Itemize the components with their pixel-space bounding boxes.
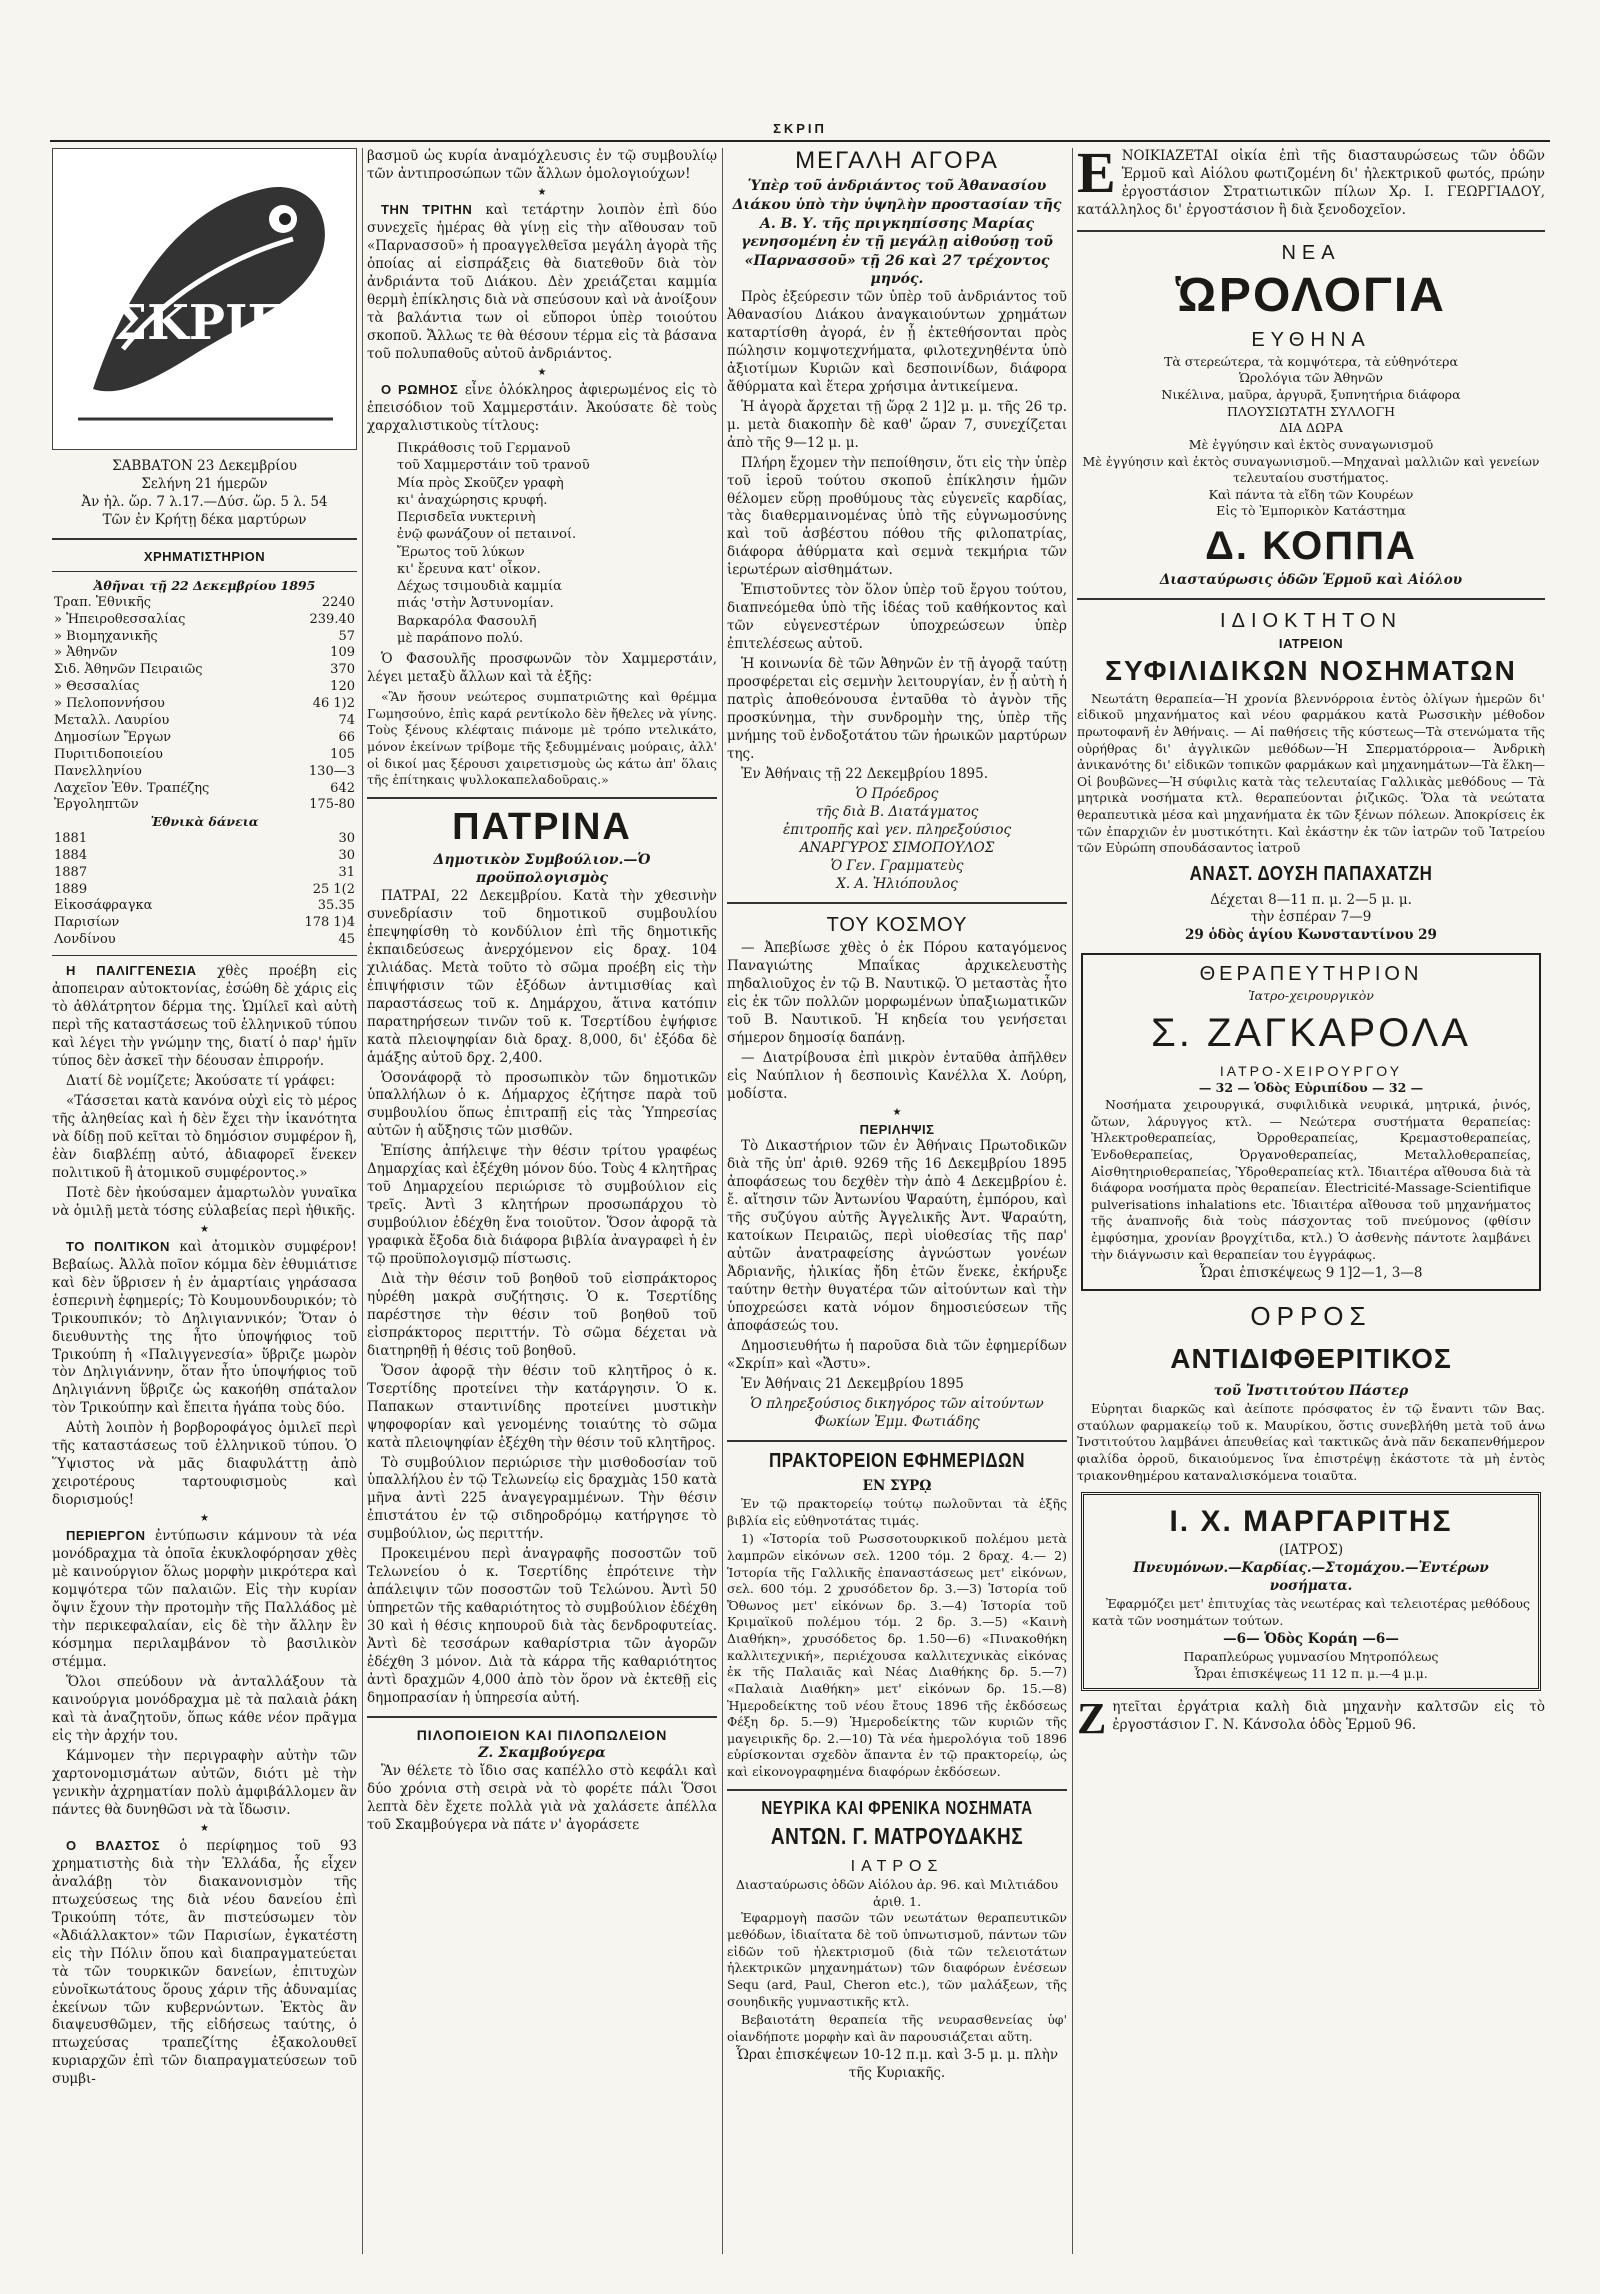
table-row bbox=[52, 629, 357, 646]
office-hours: τὴν ἑσπέραν 7—9 bbox=[1250, 909, 1372, 926]
table-row bbox=[52, 679, 357, 696]
row-value: 370 bbox=[330, 662, 355, 678]
ad-body bbox=[727, 1910, 1067, 2045]
loans-table bbox=[52, 831, 357, 949]
paragraph: Πρὸς ἐξεύρεσιν τῶν ὑπὲρ τοῦ ἀνδριάντος τοῦ Ἀθανασίου Διάκου ἀναγκαιούντων χρημάτων καταρτίσθη ἀγορά, ἐν ᾗ ἐκτεθήσονται πρὸς πώλησιν κομψοτεχνήματα, φιλοτεχνηθέντα ὑπὸ ἀξιοτίμων Κυριῶν καὶ δεσποινίδων, διάφορα ἄθύρματα καὶ ἕτερα χρήσιμα ἀντικείμενα. bbox=[727, 289, 1067, 395]
article-body bbox=[727, 940, 1067, 1104]
ad-text: Νοσήματα χειρουργικά, συφιλιδικὰ νευρικά, μητρικά, ῥινός, ὤτων, λάρυγγος κτλ. — Νεώτερα συστήματα θεραπείας: Ἠλεκτροθεραπείας, Ὀρροθεραπείας, Κρεμαστοθεραπείας, Ἐνδοθεραπείας, Ὀργανοθεραπείας, Μεταλλοθεραπείας, Αἰσθητηριοθεραπείας, Ὑδροθεραπείας κτλ. Ἰδιαιτέρα αἴθουσα διὰ τὰ διάφορα νοσήματα πρὸς θεραπείαν. Électricité-Massage-Scientifique pulverisations inhalations etc. Ἰδιαιτέρα αἴθουσα τοῦ μηχανήματος τῆς ἀναπνοῆς διὰ τοὺς πάσχοντας τοῦ πνεύμονος (φθίσιν ἐμφύσημα, χρονίαν βρογχίτιδα, κτλ.) Ὁ ἀσθενὴς πάντοτε λαμβάνει τὴν διάγνωσιν καὶ θεραπείαν του ἐγγράφως. bbox=[1091, 1097, 1531, 1262]
paragraph: Ὅσον ἀφορᾷ τὴν θέσιν τοῦ κλητῆρος ὁ κ. Τσερτίδης προτείνει τὴν κατάργησιν. Ὁ κ. Παπακων σταντινίδης προτείνει μυστικὴν ψηφοφορίαν καὶ γενομένης τοιαύτης τὸ σῶμα κατὰ πλειοψηφίαν ἐξέχθη τὴν θέσιν τοῦ κλητῆρος. bbox=[367, 1362, 717, 1451]
verse-line: Δέχως τσιμουδιὰ καμμία bbox=[397, 579, 562, 595]
divider bbox=[367, 1716, 717, 1718]
ad-line: ΔΙΑ ΔΩΡΑ bbox=[1279, 420, 1343, 436]
row-label: Σιδ. Ἀθηνῶν Πειραιῶς bbox=[54, 662, 203, 678]
row-label: Ἐργοληπτῶν bbox=[54, 797, 139, 813]
drop-cap: Ζ bbox=[1077, 1699, 1107, 1738]
table-row bbox=[52, 713, 357, 730]
row-label: Εἰκοσάφραγκα bbox=[54, 898, 153, 914]
office-hours: Ὧραι ἐπισκέψεως 9 1]2—1, 3—8 bbox=[1199, 1265, 1423, 1282]
row-value: 239.40 bbox=[309, 611, 355, 627]
verse-line: πιάς 'στὴν Ἀστυνομίαν. bbox=[397, 596, 554, 612]
ad-heading: ὩΡΟΛΟΓΙΑ bbox=[1176, 269, 1446, 323]
paragraph: Προκειμένου περὶ ἀναγραφῆς ποσοστῶν τοῦ Τελωνείου ὁ κ. Τσερτίδης ἐπρότεινε τὴν ἀπάλειψιν τῶν ποσοστῶν τοῦ Τελώνου. Ἀντὶ 50 ὑπηρετῶν τῆς καθαριότητος τὸ συμβούλιον ἐδέχθη 30 καὶ ἡ θέσις κηπουροῦ διὰ τὰς δενδροφυτείας. Ἀντὶ δὲ τεσσάρων καθαρίστρια τῶν ἀγορῶν ἐδέχθη 3 μόνον. Διὰ τὰ κάρρα τῆς καθαριότητος ἀντὶ δραχμῶν 4,000 ἀπὸ τὸν ὅρον νὰ ἐκτεθῇ εἰς δημοπρασίαν ἡ ὑπηρεσία αὐτή. bbox=[367, 1546, 717, 1706]
section-heading: ΠΕΡΙΛΗΨΙΣ bbox=[859, 1121, 935, 1137]
row-label: 1884 bbox=[54, 847, 88, 863]
table-row bbox=[52, 595, 357, 612]
verse-line: Ἔρωτος τοῦ λύκων bbox=[397, 544, 525, 560]
item-heading: Η ΠΑΛΙΓΓΕΝΕΣΙΑ bbox=[66, 963, 197, 979]
doctor-title: (ΙΑΤΡΟΣ) bbox=[1278, 1542, 1344, 1559]
ad-line: Νικέλινα, μαῦρα, ἀργυρᾶ, ξυπνητήρια διάφορα bbox=[1161, 387, 1461, 403]
paragraph: Διὰ τὴν θέσιν τοῦ βοηθοῦ τοῦ εἰσπράκτορος ηὑρέθη μακρὰ συζήτησις. Ὁ κ. Τσερτίδης παρέστησε τὴν θέσιν τοῦ βοηθοῦ τοῦ εἰσπράκτορος περιττήν. Τὸ σῶμα δέχεται νὰ διατηρηθῇ ἡ θέσις τοῦ βοηθοῦ. bbox=[367, 1271, 717, 1359]
ad-heading: ΠΙΛΟΠΟΙΕΙΟΝ ΚΑΙ ΠΙΛΟΠΩΛΕΙΟΝ bbox=[416, 1726, 668, 1743]
table-row bbox=[52, 730, 357, 747]
drop-cap: Ε bbox=[1077, 148, 1116, 205]
separator-star: ★ bbox=[537, 366, 547, 378]
row-label: 1881 bbox=[54, 830, 88, 846]
date-line: Τῶν ἐν Κρήτῃ δέκα μαρτύρων bbox=[102, 511, 307, 528]
office-hours: Ὧραι ἐπισκέψεως 11 12 π. μ.—4 μ.μ. bbox=[1194, 1665, 1428, 1681]
row-label: » Βιομηχανικῆς bbox=[54, 628, 158, 644]
article-body bbox=[367, 888, 717, 1708]
paragraph: Δημοσιευθήτω ἡ παροῦσα διὰ τῶν ἐφημερίδων «Σκρίπ» καὶ «Ἄστυ». bbox=[727, 1337, 1067, 1372]
ad-heading: ΑΝΤΙΔΙΦΘΕΡΙΤΙΚΟΣ bbox=[1170, 1342, 1452, 1374]
table-row bbox=[52, 645, 357, 662]
ad-text: Εὑρηται διαρκῶς καὶ ἀείποτε πρόσφατος ἐν τῷ ἔναντι τῶν Βας. σταύλων φαρμακείῳ τοῦ κ. Μαυρίκου, ὅστις συνεβλήθη μετὰ τοῦ ἀνω Ἰνστιτούτου λαμβάνει ἀπευθείας καὶ τακτικῶς ἀνὰ πᾶν δεκαπενθήμερον φιαλίδα ὀρροῦ, δικαιούμενος ἵνα ἐπιστρέψῃ ἑκάστοτε τὰ μὴ ἐντὸς τριακονθημέρου καταναλισκόμενα τοιαῦτα. bbox=[1077, 1401, 1545, 1483]
paragraph: Ὁσονάφορᾷ τὸ προσωπικὸν τῶν δημοτικῶν ὑπαλλήλων ὁ κ. Δήμαρχος ἐζήτησε παρὰ τοῦ συμβουλίου ὅπως ἐπιτραπῇ εἰς τὰς Ὑπηρεσίας αὐτῶν ἡ αὔξησις τῶν μισθῶν. bbox=[367, 1069, 717, 1140]
loans-heading: Ἐθνικὰ δάνεια bbox=[150, 814, 259, 830]
table-row bbox=[52, 662, 357, 679]
section-subheading: Δημοτικὸν Συμβούλιον.—Ὁ προϋπολογισμὸς bbox=[433, 851, 651, 887]
divider bbox=[52, 538, 357, 540]
verse-line: Περισδεῖα νυκτερινὴ bbox=[397, 510, 536, 526]
paragraph: Πλήρη ἔχομεν τὴν πεποίθησιν, ὅτι εἰς τὴν ὑπὲρ τοῦ ἱεροῦ τούτου σκοποῦ ἐπίκλησιν ἡμῶν θέλομεν εὕρῃ προθύμους τὰς εὐγενεῖς καρδίας, τὰς διαθερμαινομένας ὑπὸ τῆς εὐγνωμοσύνης καὶ τοῦ ἀσβέστου πόθου τῆς φιλοπατρίας, διάφορα ἀθύρματα καὶ σεμνὰ τεκμήρια τῶν ἱερωτέρων αἰσθημάτων. bbox=[727, 454, 1067, 579]
paragraph: Ἐφαρμογὴ πασῶν τῶν νεωτάτων θεραπευτικῶν μεθόδων, ἰδιαίτατα δὲ τοῦ ὑπνωτισμοῦ, πάντων τῶν εἰδῶν τοῦ ἠλεκτρισμοῦ (διὰ τῶν τελειοτάτων ἠλεκτρικῶν μηχανημάτων) τῶν διαφόρων ἐνέσεων Sequ (ard, Paul, Cheron etc.), τῶν μαλάξεων, τῆς σουηδικῆς γυμναστικῆς κτλ. bbox=[727, 1910, 1067, 2009]
column-divider bbox=[1072, 148, 1073, 2254]
address: — 32 — Ὁδὸς Εὐριπίδου — 32 — bbox=[1198, 1080, 1424, 1096]
divider bbox=[727, 902, 1067, 904]
ad-subheading: Ἰατρο-χειρουργικὸν bbox=[1248, 987, 1374, 1003]
ad-text: Νεωτάτη θεραπεία—Ἡ χρονία βλεννόρροια ἐντὸς ὀλίγων ἡμερῶν δι' εἰδικοῦ μηχανήματος καὶ νέου φαρμάκου κατὰ Ρωσσικὴν μέθοδον πρωτοφανῆ ἐν Ἀθήναις. — Αἱ παθήσεις τῆς κύστεως—Τὰ στενώματα τῆς οὐρήθρας δι' ἀγγλικῶν μεθόδων—Ἡ Σπερματόρροια— Ἀνδρικὴ ἀνικανότης δι' εἰδικῶν τοπικῶν φαρμάκων καὶ μηχανημάτων—Τὰ ἕλκη—Οἱ βουβῶνες—Ἡ σύφιλις κατὰ τὰς τελευταίας Γαλλικὰς μεθόδους — Τὰ μητρικὰ νοσήματα κτλ. θεραπεύονται ῥιζικῶς. Ὅλα τὰ νεώτατα θεραπευτικὰ μέσα καὶ μηχανήματα ἐκ τῶν ξένων πόλεων. Ἀποκρίσεις ἐκ τῶν ἐπαρχιῶν ἐν μυστικότητι. Καὶ ἐκάστην ἐκ τῶν ἰατρῶν τοῦ Ἰατρείου τῶν Εὐρώπη σπουδάσαντος ἰατροῦ bbox=[1077, 690, 1545, 856]
paragraph: Ἐπιστοῦντες τὸν ὅλον ὑπὲρ τοῦ ἔργου τούτου, διαπνεόμεθα ὑπὸ τῆς ἰδέας τοῦ καθήκοντος καὶ τῶν εὐγενεστέρων ὑποχρεώσεων ὑπὲρ ἐπιτελέσεως αὐτοῦ. bbox=[727, 582, 1067, 653]
row-value: 109 bbox=[330, 645, 355, 661]
address: Παραπλεύρως γυμνασίου Μητροπόλεως bbox=[1183, 1649, 1439, 1665]
address: Διασταύρωσις ὁδῶν Αἰόλου ἀρ. 96. καὶ Μιλτιάδου ἀριθ. 1. bbox=[735, 1877, 1059, 1909]
row-value: 35.35 bbox=[317, 898, 355, 914]
doctor-name: ΑΝΑΣΤ. ΔΟΥΣΗ ΠΑΠΑΧΑΤΖΗ bbox=[1189, 861, 1433, 885]
verse-line: κι' ἀναχώρησις κρυφή. bbox=[397, 492, 548, 508]
row-label: » Θεσσαλίας bbox=[54, 679, 140, 695]
date-line: ΣΑΒΒΑΤΟΝ 23 Δεκεμβρίου bbox=[112, 458, 297, 474]
ad-word: ΕΥΘΗΝΑ bbox=[1251, 329, 1371, 352]
ad-text: ητεῖται ἐργάτρια καλὴ διὰ μηχανὴν καλτσῶν εἰς τὸ ἐργοστάσιον Γ. Ν. Κάνσολα ὁδὸς Ἑρμοῦ 96. bbox=[1112, 1699, 1545, 1734]
ad-heading: ΘΕΡΑΠΕΥΤΗΡΙΟΝ bbox=[1199, 963, 1423, 986]
ad-heading: ΜΕΓΑΛΗ ΑΓΟΡΑ bbox=[795, 148, 999, 174]
row-label: Λονδίνου bbox=[54, 932, 116, 948]
ad-line: Εἰς τὸ Ἐμπορικὸν Κατάστημα bbox=[1216, 503, 1406, 519]
verse-line: Πικράθοσις τοῦ Γερμανοῦ bbox=[397, 440, 571, 456]
ad-body bbox=[1077, 354, 1545, 520]
paragraph: «Ἂν ἤσουν νεώτερος συμπατριῶτης καὶ θρέμμα Γωμησούνο, ἐπὶς καρά ρεντίκολο δὲν ἤθελες νὰ γίνης. Τοὺς ξένους κλέφταις πιάνομε μὲ τρόπο ντελικάτο, μόνον ἐκείνων τρίβομε τῆς ξεδυμμέναις μούραις, ἀλλ' οἱ δικοί μας ξέρουσι χαιρετισμοὺς ὡς κάτω ἀπ' ὅλαις τῆς ἐπίτηκαις ψυλλοκαπελαδοῦραις.» bbox=[367, 689, 717, 788]
address: 29 ὁδὸς ἁγίου Κωνσταντίνου 29 bbox=[1185, 927, 1437, 944]
table-row bbox=[52, 831, 357, 848]
row-value: 642 bbox=[330, 780, 355, 796]
section-subheading: ΕΝ ΣΥΡῼ bbox=[862, 1478, 932, 1495]
paragraph: 1) «Ἱστορία τοῦ Ρωσσοτουρκικοῦ πολέμου μετὰ λαμπρῶν εἰκόνων σελ. 1200 τόμ. 2 δραχ. 4.— 2) Ἱστορία τῆς Γαλλικῆς ἐπαναστάσεως μετ' εἰκόνων, σελ. 600 τόμ. 2 χρυσόδετον δρ. 3.—3) Ἱστορία τοῦ Ὄθωνος μετ' εἰκόνων δρ. 3.—4) Ἱστορία τοῦ Κριμαϊκοῦ πολέμου τόμ. 2 δρ. 3.—5) «Καινὴ Διαθήκη», χρυσόδετος δρ. 1.50—6) «Πινακοθήκη καλλιτεχνική», περιέχουσα καλλιτεχνικὰς εἰκόνας ἐκ τῆς Παλαιᾶς καὶ Νέας Διαθήκης δρ. 5.—7) «Παλαιὰ Διαθήκη» μετ' εἰκόνων δρ. 15.—8) Ἡμεροδείκτης τοῦ νέου ἔτους 1896 τῆς ἐκδόσεως Φέξη δρ. 5.—9) Ἡμεροδείκτης τῶν κυριῶν τῆς μαγειρικῆς δρ. 2.—10) Τὰ νέα ἡμερολόγια τοῦ 1896 εὑρίσκονται σχεδὸν ἅπαντα ἐν τῷ πρακτορείῳ, ὡς καὶ εἰκονογραφημένα διαφόρων ἐκδόσεων. bbox=[727, 1531, 1067, 1780]
ad-body bbox=[727, 289, 1067, 764]
date-line: Ἐν Ἀθήναις 21 Δεκεμβρίου 1895 bbox=[741, 1375, 964, 1392]
svg-text:ΣΚΡΙΠ: ΣΚΡΙΠ bbox=[113, 295, 293, 351]
signature-line: τῆς διὰ Β. Διατάγματος bbox=[815, 803, 979, 820]
doctor-name: Σ. ΖΑΓΚΑΡΟΛΑ bbox=[1151, 1010, 1471, 1055]
paragraph: Κάμνομεν τὴν περιγραφὴν αὐτὴν τῶν χαρτονομισμάτων αὐτῶν, διότι μὲ τὴν γενικὴν ἀχρηματίαν πολὺ ἀμφιβάλλομεν ἂν πάντες θὰ δυνηθῶσι νὰ τὰ ἴδωσιν. bbox=[52, 1747, 357, 1818]
row-value: 30 bbox=[338, 847, 355, 863]
item-heading: ΠΕΡΙΕΡΓΟΝ bbox=[66, 1528, 146, 1544]
ad-text: Ἂν θέλετε τὸ ἴδιο σας καπέλλο στὸ κεφάλι καὶ δύο χρόνια στὴ σειρὰ νὰ τὸ φορέτε πάλι Ὅσοι λεπτὰ δὲν ἔχετε πολλὰ γιὰ νὰ χαλάσετε ἀπέλλα τοῦ Σκαμβούγερα νὰ πάτε ν' ἀγοράσετε bbox=[367, 1763, 717, 1833]
signature-line: Φωκίων Ἐμμ. Φωτιάδης bbox=[814, 1413, 980, 1430]
row-value: 130—3 bbox=[308, 763, 355, 779]
item-heading: Ο ΒΛΑΣΤΟΣ bbox=[66, 1837, 160, 1853]
paragraph: βασμοῦ ὡς κυρία ἀναμόχλευσις ἐν τῷ συμβουλίῳ τῶν ἀντιπροσώπων τῶν ἄλλων ὁμολογιούχων! bbox=[367, 148, 717, 182]
paragraph: Διατί δὲ νομίζετε; Ἀκούσατε τί γράφει: bbox=[66, 1072, 335, 1089]
row-label: Πυριτιδοποιείου bbox=[54, 746, 163, 762]
doctor-title: ΙΑΤΡΟΣ bbox=[850, 1857, 944, 1875]
ad-subheading: Ζ. Σκαμβούγερα bbox=[478, 1745, 606, 1762]
column-divider bbox=[722, 148, 723, 2254]
verse-line: Μία πρὸς Σκοῦζεν γραφὴ bbox=[397, 475, 564, 491]
signature-line: ΑΝΑΡΓΥΡΟΣ ΣΙΜΟΠΟΥΛΟΣ bbox=[799, 839, 995, 856]
item-text: καὶ τετάρτην λοιπὸν ἐπὶ δύο συνεχεῖς ἡμέρας θὰ γίνῃ εἰς τὴν αἴθουσαν τοῦ «Παρνασσοῦ» ἡ προαγγελθεῖσα μεγάλη ἀγορὰ τῆς ὁποίας αἱ εἰσπράξεις θὰ διατεθοῦν διὰ τὸν ἀνδριάντα τοῦ Διάκου. Δὲν χρειάζεται καμμία θερμὴ ἐπίκλησις διὰ νὰ σπεύσουν καὶ νὰ ἀνοίξουν τὰ βαλάντια των οἱ εὔποροι ὑπὲρ τοιούτου σκοποῦ. Ἄλλως τε θὰ θέσουν τέρμα εἰς τὰ βάσανα τοῦ πολυπαθοῦς αὐτοῦ ἀνδριάντος. bbox=[367, 202, 717, 362]
date-line: Σελήνη 21 ήμερῶν bbox=[141, 475, 268, 492]
ad-subheading: ΙΑΤΡΕΙΟΝ bbox=[1278, 635, 1344, 651]
paragraph: — Διατρίβουσα ἐπὶ μικρὸν ἐνταῦθα ἀπῆλθεν εἰς Ναύπλιον ἡ δεσποινὶς Κανέλλα Χ. Λούρη, μοδίστα. bbox=[727, 1049, 1067, 1102]
separator-star: ★ bbox=[537, 186, 547, 198]
verse-line: τοῦ Χαμμερστάιν τοῦ τρανοῦ bbox=[397, 458, 590, 474]
clinic-ad-box bbox=[1081, 953, 1541, 1291]
paragraph: Ἡ ἀγορὰ ἄρχεται τῇ ὥρᾳ 2 1]2 μ. μ. τῆς 26 τρ. μ. μετὰ διακοπὴν δὲ καθ' ὥραν 7, συνεχίζεται ἀπὸ τῆς 9—12 μ. μ. bbox=[727, 398, 1067, 451]
ad-line: ΠΛΟΥΣΙΩΤΑΤΗ ΣΥΛΛΟΓΗ bbox=[1226, 403, 1396, 419]
paragraph: Τὸ συμβούλιον περιώρισε τὴν μισθοδοσίαν τοῦ ὑπαλλήλου ἐν τῷ Τελωνείῳ εἰς δραχμὰς 150 κατὰ μῆνα ἀντὶ 225 ἀναγεγραμμένων. Τὴν θέσιν ἐπιστάτου ἐν τῷ σιδηροδρόμῳ κατήργησε τὸ συμβούλιον, ὡς περιττήν. bbox=[367, 1454, 717, 1543]
doctor-name: ΑΝΤΩΝ. Γ. ΜΑΤΡΟΥΔΑΚΗΣ bbox=[770, 1824, 1024, 1850]
ad-word: ΙΔΙΟΚΤΗΤΟΝ bbox=[1220, 610, 1402, 632]
rental-ad bbox=[1077, 148, 1545, 222]
table-row bbox=[52, 898, 357, 915]
item-heading: ΤΗΝ ΤΡΙΤΗΝ bbox=[381, 202, 473, 218]
paragraph: ΠΑΤΡΑΙ, 22 Δεκεμβρίου. Κατὰ τὴν χθεσινὴν συνεδρίασιν τοῦ δημοτικοῦ συμβουλίου ἐπεψηφίσθη τὸ κονδύλιον ἐπὶ τῆς δημοτικῆς ἐκπαιδεύσεως ἀνερχόμενον εἰς δραχ. 104 χιλιάδας. Μετὰ τοῦτο τὸ σῶμα προέβη εἰς τὴν ἐπιψήφισιν τῶν ἐξόδων ἀντιμισθίας καὶ παραστάσεως τοῦ κ. Δημάρχου, ἅτινα κατόπιν παρατηρήσεων τινῶν τοῦ κ. Τσερτίδου ἐψήφισε κατὰ πλειοψηφίαν διὰ δραχ. 8,000, δι' ἐξόδα δὲ ἁμάξης αὐτοῦ δρχ. 2,400. bbox=[367, 887, 717, 1066]
signature-line: Ὁ Πρόεδρος bbox=[855, 785, 939, 802]
doctor-title: ΙΑΤΡΟ-ΧΕΙΡΟΥΡΓΟΥ bbox=[1219, 1062, 1403, 1079]
signature-block bbox=[727, 786, 1067, 894]
ad-text: ΝΟΙΚΙΑΖΕΤΑΙ οἰκία ἐπὶ τῆς διασταυρώσεως τῶν ὁδῶν Ἑρμοῦ καὶ Αἰόλου φωτιζομένη δι' ἠλεκτρικοῦ φωτός, πρώην ἐργοστάσιον Στρατιωτικῶν πίλων Χρ. Ι. ΓΕΩΡΓΙΑΔΟΥ, κατάλληλος δι' ἐργοστάσιον ἢ διὰ ξενοδοχεῖον. bbox=[1077, 148, 1545, 218]
paragraph: «Τάσσεται κατὰ κανόνα οὐχὶ εἰς τὸ μέρος τῆς ἀληθείας καὶ ἡ δὲν ἔχει τὴν ἱκανότητα νὰ δίδῃ ποῦ κεῖται τὸ δημόσιον συμφέρον ἢ, ἐὰν διαβλέπῃ αὐτό, ἀδιαφορεῖ ἕνεκεν πολιτικοῦ ἢ ἀτομικοῦ συμφέροντος.» bbox=[52, 1092, 357, 1181]
ad-line: Καὶ πάντα τὰ εἴδη τῶν Κουρέων bbox=[1208, 486, 1414, 502]
verse-line: Βαρκαρόλα Φασουλῆ bbox=[397, 613, 537, 629]
table-row bbox=[52, 797, 357, 814]
stock-date: Ἀθῆναι τῇ 22 Δεκεμβρίου 1895 bbox=[93, 578, 316, 594]
address: —6— Ὁδὸς Κοράη —6— bbox=[1223, 1631, 1399, 1648]
item-text: καὶ ἀτομικὸν συμφέρον! Βεβαίως. Ἀλλὰ ποῖον κόμμα δὲν ἐθυμιάτισε καὶ δὲν ὕβρισεν ἡ ἐν ἁμαρτίαις γηράσασα ἑσπερινὴ ἐφημερίς; Τὸ Κουμουνδουρικόν; τὸ Τρικουπικόν; τὸ Δηλιγιαννικόν; Ὅταν ὁ διευθυντὴς της ἦτο ὑποψήφιος τοῦ Τρικούπη ἡ «Παλιγγενεσία» ὕβριζε μωρὸν τὸν Δηλιγιάννην, ὅταν ἦτο ὑποψήφιος τοῦ Δηλιγιάννη ὕβριζε ὡς κακοήθη σπάταλον τὸν Τρικούπην καὶ ἔπειτα ἠγάπα τοὺς δύο. bbox=[52, 1238, 357, 1417]
separator-star: ★ bbox=[200, 1822, 209, 1834]
doctor-ad-box bbox=[1081, 1492, 1541, 1691]
ad-heading: ΝΕΥΡΙΚΑ ΚΑΙ ΦΡΕΝΙΚΑ ΝΟΣΗΜΑΤΑ bbox=[761, 1797, 1033, 1819]
ad-heading: ΣΥΦΙΛΙΔΙΚΩΝ ΝΟΣΗΜΑΤΩΝ bbox=[1105, 654, 1517, 686]
signature-line: Ὁ Γεν. Γραμματεὺς bbox=[830, 857, 964, 874]
item-text: ἐντύπωσιν κάμνουν τὰ νέα μονόδραχμα τὰ ὁποῖα ἐκυκλοφόρησαν χθὲς μὲ καινούργιον ὅλως μορφὴν μικρότερα καὶ κομψότερα τῶν παλαιῶν. Εἰς τὴν κυρίαν ὄψιν ἔχουν τὴν προτομὴν τῆς Παλλάδος μὲ τὴν περικεφαλαίαν, εἰς δὲ τὴν ἄλλην ἓν κόσμημα περιλαμβάνον τὸ βασιλικὸν στέμμα. bbox=[52, 1528, 357, 1671]
row-label: Μεταλλ. Λαυρίου bbox=[54, 712, 170, 728]
ad-heading: ΟΡΡΟΣ bbox=[1250, 1301, 1372, 1332]
row-value: 66 bbox=[338, 729, 355, 745]
table-row bbox=[52, 882, 357, 899]
specialties: Πνευμόνων.—Καρδίας.—Στομάχου.—Ἐντέρων νοσήματα. bbox=[1133, 1560, 1489, 1595]
row-value: 25 1(2 bbox=[312, 881, 355, 897]
row-label: Πανελληνίου bbox=[54, 763, 142, 779]
ad-line: Μὲ ἐγγύησιν καὶ ἐκτὸς συναγωνισμοῦ.—Μηχαναὶ μαλλιῶν καὶ γενείων τελευταίου συστήματος. bbox=[1082, 453, 1540, 486]
table-row bbox=[52, 915, 357, 932]
paragraph: Βεβαιοτάτη θεραπεία τῆς νευρασθενείας ὑφ' οἱανδήποτε μορφὴν καὶ ἂν παρουσιάζεται αὕτη. bbox=[727, 2012, 1067, 2044]
row-value: 30 bbox=[338, 830, 355, 846]
masthead: ΣΚΡΙΠ bbox=[773, 121, 827, 136]
office-hours: Ὧραι ἐπισκέψεων 10-12 π.μ. καὶ 3-5 μ. μ. πλὴν τῆς Κυριακῆς. bbox=[735, 2047, 1059, 2082]
column-1 bbox=[52, 148, 357, 2254]
paragraph: Ὁ Φασουλῆς προσφωνῶν τὸν Χαμμερστάιν, λέγει μεταξὺ ἄλλων καὶ τὰ ἑξῆς: bbox=[367, 651, 717, 686]
row-label: Δημοσίων Ἔργων bbox=[54, 729, 172, 745]
row-label: Λαχεῖον Ἐθν. Τραπέζης bbox=[54, 780, 210, 796]
divider bbox=[52, 571, 357, 572]
column-4 bbox=[1077, 148, 1545, 2254]
section-heading: ΠΡΑΚΤΟΡΕΙΟΝ ΕΦΗΜΕΡΙΔΩΝ bbox=[768, 1448, 1026, 1472]
row-value: 45 bbox=[338, 932, 355, 948]
skrip-logo bbox=[52, 148, 357, 450]
paragraph: Ἡ κοινωνία δὲ τῶν Ἀθηνῶν ἐν τῇ ἀγορᾷ ταύτῃ προσφέρεται εἰς σεμνὴν λειτουργίαν, ἐν ᾗ αὐτὴ ἡ πατρὶς ἀποθεόνουσα ἐνταῦθα τὸ ἀγνὸν τῆς προσκύνημα, τὴν συνδρομὴν της, ὑπὲρ τῆς μνήμης τοῦ ἐνδοξοτάτου τῶν ἡρωικῶν μαρτύρων της. bbox=[727, 656, 1067, 762]
row-value: 46 1)2 bbox=[312, 696, 355, 712]
row-value: 74 bbox=[338, 712, 355, 728]
signature-line: Χ. Α. Ἠλιόπουλος bbox=[836, 875, 958, 892]
paragraph: Τὸ Δικαστήριον τῶν ἐν Ἀθήναις Πρωτοδικῶν διὰ τῆς ὑπ' ἀριθ. 9269 τῆς 16 Δεκεμβρίου 1895 ἀποφάσεως του δεχθὲν τὴν ἀπὸ 4 Δεκεμβρίου ἐ. ἔ. αἴτησιν τῶν Ἀντωνίου Ψαραύτη, ἐμπόρου, καὶ τῆς συζύγου αὐτῆς Ἀγγελικῆς Ἀντ. Ψαραύτη, κατοίκων Πειραιῶς, περὶ υἱοθεσίας τῆς παρ' αὐτῶν ἀνατραφείσης ἀγνώστων γονέων Ἀδριανῆς, ἠλικίας ἤδη ἐτῶν ἕνεκε, ἐκήρυξε ταύτην θετὴν θυγατέρα τῶν αἰτούντων καὶ τὴν ὑποχρεώσει κατὰ νόμον δημοσιεύσεων τῆς ἀποφάσεώς του. bbox=[727, 1138, 1067, 1334]
section-heading: ΧΡΗΜΑΤΙΣΤΗΡΙΟΝ bbox=[143, 548, 266, 564]
section-heading: ΠΑΤΡΙΝΑ bbox=[452, 805, 632, 848]
row-label: Παρισίων bbox=[54, 915, 120, 931]
paragraph: Ἐπίσης ἀπήλειψε τὴν θέσιν τρίτου γραφέως Δημαρχίας καὶ ἐξέχθη μόνον δύο. Τοὺς 4 κλητῆρας τοῦ Δημαρχείου περιώρισε τὸ συμβούλιον εἰς τρεῖς. Ἀντὶ 3 κλητήρων προσωπάρχου τὸ συμβούλιον ἐδέχθη ἕνα τοιοῦτον. Ὅσον ἀφορᾷ τὰ γραφικὰ ἔξοδα διὰ διάφορα βιβλία ἀναγραφεὶ ἡ ἐν τῷ προϋπολογισμῷ πίστωσις. bbox=[367, 1143, 717, 1268]
row-label: » Ἠπειροθεσσαλίας bbox=[54, 611, 186, 627]
masthead-rule bbox=[50, 140, 1550, 142]
item-text: χθὲς προέβη εἰς ἀποπειραν αὐτοκτονίας, ἐσώθη δὲ χάρις εἰς τὸ ἀθλάτρητον δέρμα της. Ὡμίλεῖ καὶ αὐτὴ περὶ τῆς καταστάσεως τοῦ ἑλληνικοῦ τύπου καὶ λέγει τὴν γνώμην της, διατί ὁ παρ' ἡμῖν τύπος δὲν ἀσκεῖ τὴν δέουσαν ἐπιρροήν. bbox=[52, 963, 357, 1069]
row-value: 105 bbox=[330, 746, 355, 762]
signature-line: Ὁ πληρεξούσιος δικηγόρος τῶν αἰτούντων bbox=[750, 1395, 1044, 1412]
signature-line: ἐπιτροπῆς καὶ γεν. πληρεξούσιος bbox=[782, 821, 1012, 838]
verse-line: κι' ἔρευνα κατ' οἶκον. bbox=[397, 561, 541, 577]
table-row bbox=[52, 781, 357, 798]
row-label: » Ἀθηνῶν bbox=[54, 645, 118, 661]
paragraph: Ποτὲ δὲν ἠκούσαμεν ἀμαρτωλὸν γυναῖκα νὰ ὁμιλῇ μετὰ τόσης εὐλαβείας περὶ ἠθικῆς. bbox=[52, 1184, 357, 1219]
table-row bbox=[52, 696, 357, 713]
table-row bbox=[52, 764, 357, 781]
divider bbox=[727, 1440, 1067, 1442]
date-line: Ἀν ἡλ. ὥρ. 7 λ.17.—Δύσ. ὥρ. 5 λ. 54 bbox=[81, 493, 328, 510]
divider bbox=[727, 1789, 1067, 1791]
ad-word: ΝΕΑ bbox=[1281, 241, 1341, 264]
row-value: 31 bbox=[338, 864, 355, 880]
row-value: 2240 bbox=[321, 594, 355, 610]
article-body bbox=[727, 1138, 1067, 1373]
row-value: 175-80 bbox=[309, 797, 355, 813]
ad-text: Ἐφαρμόζει μετ' ἐπιτυχίας τὰς νεωτέρας καὶ τελειοτέρας μεθόδους κατὰ τῶν νοσημάτων τούτων. bbox=[1092, 1595, 1530, 1628]
table-row bbox=[52, 747, 357, 764]
ad-line: Τὰ στερεώτερα, τὰ κομψότερα, τὰ εὐθηνότερα bbox=[1164, 353, 1458, 369]
row-value: 57 bbox=[338, 628, 355, 644]
article-body bbox=[727, 1496, 1067, 1781]
divider bbox=[52, 955, 357, 956]
divider bbox=[1077, 598, 1545, 600]
separator-star: ★ bbox=[200, 1513, 209, 1525]
section-heading: ΤΟΥ ΚΟΣΜΟΥ bbox=[826, 913, 968, 936]
row-value: 120 bbox=[330, 679, 355, 695]
divider bbox=[367, 797, 717, 799]
row-label: » Πελοποννήσου bbox=[54, 696, 165, 712]
row-label: 1887 bbox=[54, 864, 88, 880]
ad-line: Ὡρολόγια τῶν Ἀθηνῶν bbox=[1238, 370, 1384, 386]
verse-line: μὲ παράπονο πολύ. bbox=[397, 631, 524, 647]
divider bbox=[1077, 230, 1545, 232]
office-hours: Δέχεται 8—11 π. μ. 2—5 μ. μ. bbox=[1210, 891, 1412, 908]
doctor-name: Ι. Χ. ΜΑΡΓΑΡΙΤΗΣ bbox=[1169, 1505, 1453, 1539]
row-label: 1889 bbox=[54, 881, 88, 897]
table-row bbox=[52, 848, 357, 865]
table-row bbox=[52, 932, 357, 949]
column-3 bbox=[727, 148, 1067, 2254]
column-2 bbox=[367, 148, 717, 2254]
item-heading: Ο ΡΩΜΗΟΣ bbox=[381, 382, 459, 398]
column-divider bbox=[362, 148, 363, 2254]
paragraph: — Ἀπεβίωσε χθὲς ὁ ἐκ Πόρου καταγόμενος Παναγιώτης Μπαΐκας ἀρχικελευστὴς πηδαλιοῦχος ἐν τῷ Β. Ναυτικῷ. Ὁ μεταστὰς ἦτο εἰς ἐκ τῶν πολλῶν μορφωμένων ὑπαξιωματικῶν τοῦ Β. Ναυτικοῦ. Ἡ κηδεία του γενήσεται σήμερον δημοσίᾳ δαπάνῃ. bbox=[727, 940, 1067, 1046]
ad-line: Μὲ ἐγγύησιν καὶ ἐκτὸς συναγωνισμοῦ bbox=[1188, 436, 1434, 452]
item-heading: ΤΟ ΠΟΛΙΤΙΚΟΝ bbox=[66, 1238, 170, 1254]
paragraph: Ἐν τῷ πρακτορείῳ τούτῳ πωλοῦνται τὰ ἑξῆς βιβλία εἰς εὐθηνοτάτας τιμάς. bbox=[727, 1496, 1067, 1528]
paragraph: Ὅλοι σπεύδουν νὰ ἀνταλλάξουν τὰ καινούργια μονόδραχμα μὲ τὰ παλαιὰ ῥάκη καὶ τὰ ἀναζητοῦν, ὅπως κάθε νέον πρᾶγμα εἰς τὴν ἀρχήν του. bbox=[52, 1674, 357, 1744]
verse-line: ἐνῷ φωνάζουν οἱ πεταινοί. bbox=[397, 527, 577, 543]
job-ad bbox=[1077, 1699, 1545, 1737]
row-label: Τραπ. Ἐθνικῆς bbox=[54, 594, 152, 610]
separator-star: ★ bbox=[200, 1223, 209, 1235]
table-row bbox=[52, 612, 357, 629]
shop-name: Δ. ΚΟΠΠΑ bbox=[1205, 524, 1417, 569]
stock-table bbox=[52, 595, 357, 815]
address: Διασταύρωσις ὁδῶν Ἑρμοῦ καὶ Αἰόλου bbox=[1159, 572, 1463, 589]
ad-subheading: Ὑπὲρ τοῦ ἀνδριάντος τοῦ Ἀθανασίου Διάκου ὑπὸ τὴν ὑψηλὴν προστασίαν τῆς Α. Β. Υ. τῆς πριγκηπίσσης Μαρίας γενησομένη ἐν τῇ μεγάλῃ αἰθούσῃ τοῦ «Παρνασσοῦ» τῇ 26 καὶ 27 τρέχοντος μηνός. bbox=[732, 178, 1062, 288]
date-line: Ἐν Ἀθήναις τῇ 22 Δεκεμβρίου 1895. bbox=[741, 765, 989, 782]
item-text: ὁ περίφημος τοῦ 93 χρηματιστὴς διὰ τὴν Ἑλλάδα, ἧς εἶχεν ἀναλάβῃ τὸν διακανονισμὸν τῆς πτωχεύσεως της διὰ νέου δανείου ἐπὶ Τρικούπη τότε, ἂν πιστεύσωμεν τὸν «Ἀδιάλλακτον» τῶν Παρισίων, ἐγκατέστη εἰς τὴν Πόλιν ὅπου καὶ διαπραγματεύεται τὰ τῶν τουρκικῶν δανείων, ἐπιτυχὼν εὐνοῖκωτάτους ὅρους χάριν τῆς ἀδυναμίας ἐκείνων τῶν κυβερνώντων. Ἐκτὸς ἂν διαψευσθῶμεν, τῆς εἰδήσεως ταύτης, ὁ πτωχεύσας τραπεζίτης ἐξακολουθεῖ κυριαρχῶν ἐπὶ τῶν διαπραγματεύσεων τοῦ συμβι- bbox=[52, 1837, 357, 2088]
paragraph: Αὐτὴ λοιπὸν ἡ βορβοροφάγος ὁμιλεῖ περὶ τῆς καταστάσεως τοῦ ἑλληνικοῦ τύπου. Ὁ Ὕψιστος νὰ μᾶς διαφυλάττῃ ἀπὸ χειροτέρους ταρτουφισμοὺς καὶ διορισμούς! bbox=[52, 1420, 357, 1509]
item-text: εἶνε ὁλόκληρος ἀφιερωμένος εἰς τὸ ἐπεισόδιον τοῦ Χαμμερστάιν. Ἀκούσατε δὲ τοὺς χαρχαλιστικοὺς τίτλους: bbox=[367, 382, 717, 434]
signature-block bbox=[727, 1396, 1067, 1432]
ad-subheading: τοῦ Ἰνστιτούτου Πάστερ bbox=[1213, 1383, 1409, 1400]
table-row bbox=[52, 865, 357, 882]
separator-star: ★ bbox=[892, 1106, 902, 1118]
verse-block bbox=[397, 440, 717, 647]
row-value: 178 1)4 bbox=[304, 915, 355, 931]
